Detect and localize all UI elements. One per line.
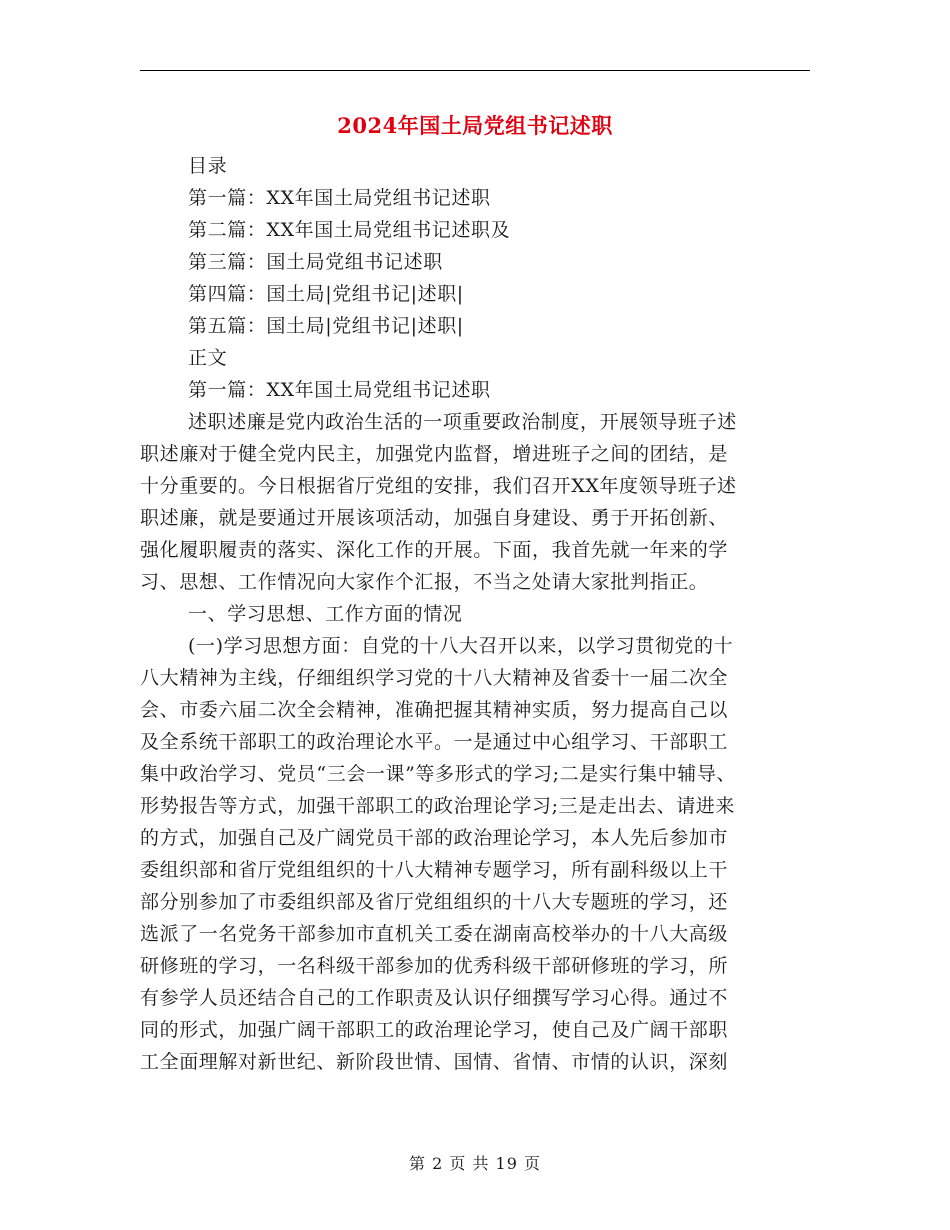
toc-item: 第三篇：国土局党组书记述职 [188, 251, 443, 273]
toc-item: 第四篇：国土局|党组书记|述职| [188, 283, 464, 305]
toc-item: 第五篇：国土局|党组书记|述职| [188, 315, 464, 337]
paragraph-line: 习、思想、工作情况向大家作个汇报，不当之处请大家批判指正。 [140, 571, 709, 593]
paragraph-line: 强化履职履责的落实、深化工作的开展。下面，我首先就一年来的学 [140, 539, 729, 561]
paragraph-line: 的方式，加强自己及广阔党员干部的政治理论学习，本人先后参加市 [140, 827, 729, 849]
paragraph-line: 委组织部和省厅党组组织的十八大精神专题学习，所有副科级以上干 [140, 859, 729, 881]
paragraph-line: 十分重要的。今日根据省厅党组的安排，我们召开XX年度领导班子述 [140, 475, 737, 497]
paragraph-line: 述职述廉是党内政治生活的一项重要政治制度，开展领导班子述 [188, 411, 737, 433]
paragraph-line: 职述廉，就是要通过开展该项活动，加强自身建设、勇于开拓创新、 [140, 507, 729, 529]
paragraph-line: 会、市委六届二次全会精神，准确把握其精神实质，努力提高自己以 [140, 699, 729, 721]
header-rule [140, 70, 810, 71]
body-heading: 正文 [188, 347, 228, 369]
section-heading: 一、学习思想、工作方面的情况 [188, 603, 463, 625]
paragraph-line: 形势报告等方式，加强干部职工的政治理论学习;三是走出去、请进来 [140, 795, 736, 817]
document-title: 2024年国土局党组书记述职 [337, 113, 613, 138]
paragraph-line: 研修班的学习，一名科级干部参加的优秀科级干部研修班的学习，所 [140, 955, 729, 977]
paragraph-line: 集中政治学习、党员“三会一课”等多形式的学习;二是实行集中辅导、 [140, 763, 737, 785]
paragraph-line: 八大精神为主线，仔细组织学习党的十八大精神及省委十一届二次全 [140, 667, 729, 689]
paragraph-line: (一)学习思想方面：自党的十八大召开以来，以学习贯彻党的十 [188, 635, 734, 657]
toc-item: 第二篇：XX年国土局党组书记述职及 [188, 219, 511, 241]
paragraph-line: 及全系统干部职工的政治理论水平。一是通过中心组学习、干部职工 [140, 731, 729, 753]
chapter-title: 第一篇：XX年国土局党组书记述职 [188, 379, 491, 401]
document-body [140, 150, 810, 1078]
toc-item: 第一篇：XX年国土局党组书记述职 [188, 187, 491, 209]
page-number: 第 2 页 共 19 页 [409, 1154, 541, 1173]
paragraph-line: 同的形式，加强广阔干部职工的政治理论学习，使自己及广阔干部职 [140, 1019, 729, 1041]
paragraph-line: 有参学人员还结合自己的工作职责及认识仔细撰写学习心得。通过不 [140, 987, 729, 1009]
paragraph-line: 选派了一名党务干部参加市直机关工委在湖南高校举办的十八大高级 [140, 923, 729, 945]
toc-heading: 目录 [188, 155, 228, 177]
paragraph-line: 职述廉对于健全党内民主，加强党内监督，增进班子之间的团结，是 [140, 443, 729, 465]
paragraph-line: 工全面理解对新世纪、新阶段世情、国情、省情、市情的认识，深刻 [140, 1051, 729, 1073]
paragraph-line: 部分别参加了市委组织部及省厅党组组织的十八大专题班的学习，还 [140, 891, 729, 913]
